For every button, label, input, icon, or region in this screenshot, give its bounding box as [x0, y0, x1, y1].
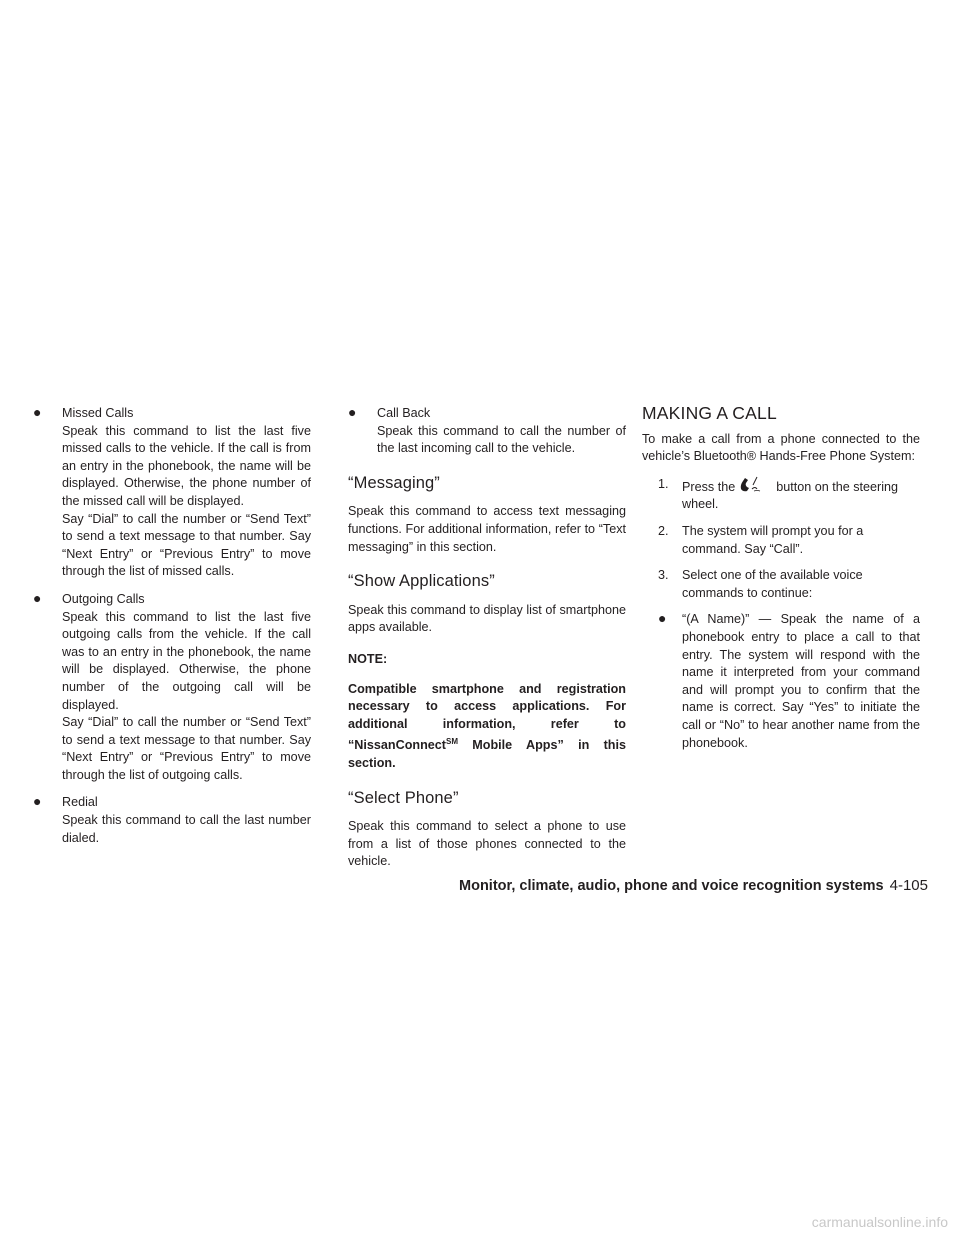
- show-applications-heading: “Show Applications”: [348, 572, 495, 591]
- select-phone-text: Speak this command to select a phone to use from a list of those phones connected to the vehicle.: [348, 819, 626, 869]
- step-text: Press the: [682, 479, 736, 494]
- bullet-icon: ●: [658, 610, 667, 627]
- step-2: [642, 523, 920, 558]
- step-1: [642, 476, 920, 514]
- step-number: 3.: [658, 568, 669, 583]
- column-right: [642, 405, 920, 761]
- bullet-title: Call Back: [377, 406, 431, 420]
- column-middle: [348, 405, 626, 881]
- show-applications-text: Speak this command to display list of smartphone apps available.: [348, 602, 626, 635]
- bullet-call-back: [348, 405, 626, 458]
- step-text: button on the steering wheel.: [682, 479, 899, 512]
- phone-voice-icon: [739, 476, 773, 492]
- bullet-icon: ●: [348, 404, 357, 420]
- bullet-icon: ●: [33, 589, 42, 606]
- bullet-title: Missed Calls: [62, 406, 134, 420]
- step-number: 1.: [658, 476, 669, 491]
- note-label: NOTE:: [348, 651, 388, 666]
- page-number: 4-105: [889, 877, 928, 894]
- bullet-missed-calls: [33, 405, 311, 581]
- column-left: [33, 405, 311, 857]
- service-mark: SM: [445, 737, 458, 747]
- bullet-text: Speak this command to list the last five missed calls to the vehicle. If the call is from an entry in the phonebook, the name will be displayed. Otherwise, the phone number of the missed call will be displayed.: [62, 423, 311, 508]
- making-a-call-heading: MAKING A CALL: [642, 403, 777, 423]
- bullet-outgoing-calls: [33, 591, 311, 785]
- note-text-part: Compatible smartphone and registration necessary to access applications. For additional information, refer to “NissanConnect: [348, 681, 626, 753]
- note-text: [348, 681, 626, 773]
- step-number: 2.: [658, 523, 669, 538]
- step-3: [642, 567, 920, 602]
- chapter-title: Monitor, climate, audio, phone and voice recognition systems: [459, 878, 884, 894]
- bullet-title: Redial: [62, 795, 98, 810]
- messaging-heading: “Messaging”: [348, 473, 440, 492]
- step-text: Select one of the available voice commands to continue:: [682, 568, 863, 600]
- sub-bullet-a-name: [642, 611, 920, 752]
- bullet-text: Speak this command to list the last five outgoing calls from the vehicle. If the call was to an entry in the phonebook, the name will be displayed. Otherwise, the phone number of the outgoing call will be displayed.: [62, 609, 311, 712]
- step-text: The system will prompt you for a command. Say “Call”.: [682, 523, 864, 556]
- select-phone-heading: “Select Phone”: [348, 788, 459, 807]
- bullet-text: “(A Name)” — Speak the name of a phonebook entry to place a call to that entry. The system will respond with the name it interpreted from your command and will prompt you to confirm that the name is correct. Say “Yes” to initiate the call or “No” to hear another name from the phonebook.: [682, 612, 920, 750]
- bullet-icon: ●: [33, 404, 42, 420]
- note-text-part: Mobile Apps” in this section.: [348, 738, 626, 771]
- bullet-text: Speak this command to call the number of the last incoming call to the vehicle.: [377, 423, 626, 456]
- watermark-text: carmanualsonline.info: [811, 1214, 948, 1230]
- page-footer: [0, 877, 928, 894]
- bullet-text: Speak this command to call the last number dialed.: [62, 813, 311, 845]
- bullet-icon: ●: [33, 793, 42, 810]
- bullet-redial: [33, 794, 311, 847]
- bullet-text: Say “Dial” to call the number or “Send Text” to send a text message to that number. Say “Next Entry” or “Previous Entry” to move through the list of missed calls.: [62, 511, 311, 579]
- messaging-text: Speak this command to access text messaging functions. For additional information, refer to “Text messaging” in this section.: [348, 504, 626, 554]
- making-a-call-intro: To make a call from a phone connected to the vehicle’s Bluetooth® Hands-Free Phone System:: [642, 431, 920, 464]
- bullet-title: Outgoing Calls: [62, 591, 145, 606]
- bullet-text: Say “Dial” to call the number or “Send Text” to send a text message to that number. Say “Next Entry” or “Previous Entry” to move through the list of outgoing calls.: [62, 715, 311, 782]
